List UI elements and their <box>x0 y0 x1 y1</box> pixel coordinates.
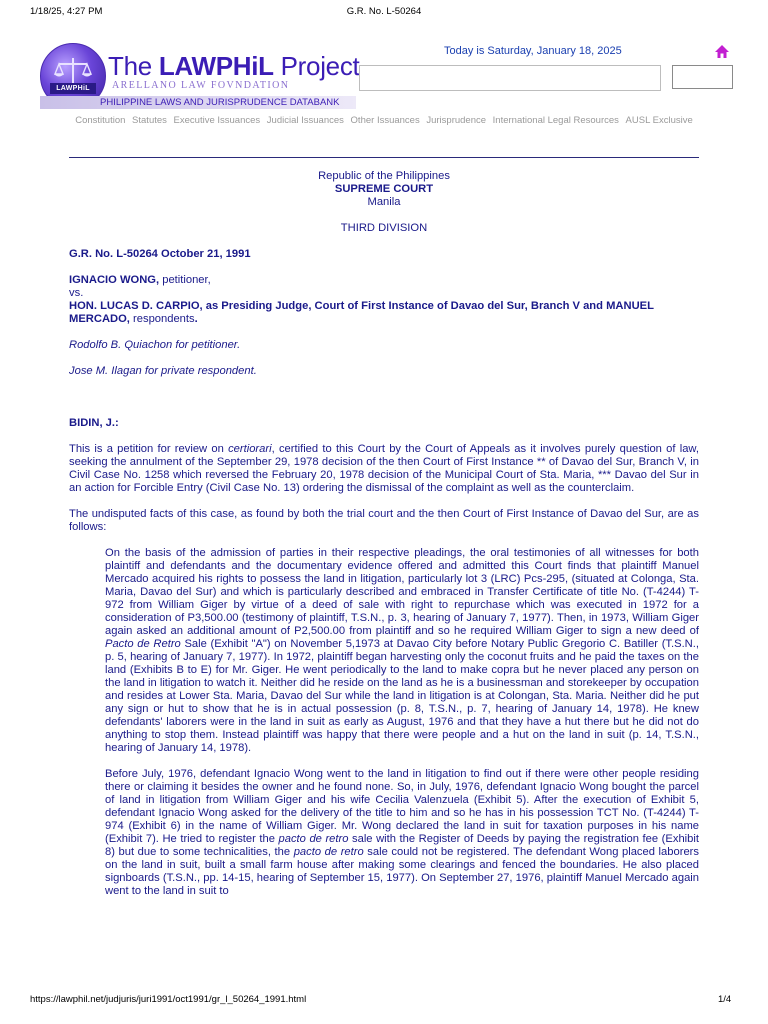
main-nav <box>0 115 768 126</box>
respondents-role: respondents <box>129 313 195 325</box>
home-icon[interactable] <box>714 44 730 60</box>
counsel-respondent: Jose M. Ilagan for private respondent. <box>69 365 257 377</box>
header-divider <box>69 157 699 158</box>
site-brand[interactable] <box>108 51 359 82</box>
q2-emphasis-2: pacto de retro <box>293 846 364 858</box>
q2-text-c: sale could not be registered. The defendant Wong placed laborers on the land in suit, built a small farm house after making some clearings and fenced the boundaries. He also placed signboards (T.S.N., pp. 14-15, hearing of September 15, 1977). On September 27, 1976, plaintiff Manuel Mercado again went to the land in suit to <box>105 846 699 897</box>
petitioner-name: IGNACIO WONG, <box>69 274 160 286</box>
nav-other-issuances[interactable]: Other Issuances <box>350 115 420 126</box>
respondents-names: HON. LUCAS D. CARPIO, as Presiding Judge, Court of First Instance of Davao del Sur, Branch V and MANUEL MERCADO, <box>69 300 654 325</box>
paragraph-2: The undisputed facts of this case, as found by both the trial court and the then Court of First Instance of Davao del Sur, are as follows: <box>69 508 699 533</box>
search-button[interactable] <box>672 65 733 89</box>
databank-label: PHILIPPINE LAWS AND JURISPRUDENCE DATABANK <box>40 96 356 109</box>
quoted-paragraph-1 <box>105 547 699 755</box>
q1-text-b: Sale (Exhibit "A") on November 5,1973 at Davao City before Notary Public Gregorio C. Batiller (T.S.N., p. 5, hearing of January 7, 1977). In 1972, plaintiff began harvesting only the coconut fruits and he paid the taxes on the land (Exhibits B to E) for Mr. Giger. He went periodically to the land to make copra but he never placed any person on the land in litigation to watch it. Neither did he reside on the land as he is a businessman and storekeeper by occupation and resides at Lower Sta. Maria, Davao del Sur while the land in litigation is at Colongan, Sta. Maria. Neither did he put any sign or hut to show that he is in actual possession (p. 8, T.S.N., p. 7, hearing of January 14, 1978). He knew defendants' laborers were in the land in suit as early as August, 1976 and that they have a hut there but he did not do anything to stop them. Instead plaintiff was happy that there were people and a hut on the land in suit (p. 14, T.S.N., hearing of January 14, 1978). <box>105 638 699 754</box>
page-url[interactable]: https://lawphil.net/judjuris/juri1991/oct1991/gr_l_50264_1991.html <box>30 994 307 1005</box>
division-name: THIRD DIVISION <box>340 222 428 234</box>
respondents-end: . <box>194 313 198 325</box>
print-datetime: 1/18/25, 4:27 PM <box>30 6 103 17</box>
quoted-paragraph-2 <box>105 768 699 898</box>
p1-text-b: , certified to this Court by the Court of Appeals as it involves purely question of law, seeking the annulment of the September 29, 1978 decision of the then Court of First Instance ** of Davao del Sur, Branch V, in Civil Case No. 1258 which reversed the February 20, 1978 decision of the Municipal Court of Sta. Maria, *** Davao del Sur in an action for Forcible Entry (Civil Case No. 13) ordering the dismissal of the complaint as well as the counterclaim. <box>69 443 699 494</box>
brand-prefix: The <box>108 51 159 81</box>
nav-constitution[interactable]: Constitution <box>75 115 126 126</box>
nav-statutes[interactable]: Statutes <box>132 115 167 126</box>
respondents-line <box>69 300 699 326</box>
court-city: Manila <box>367 196 401 208</box>
paragraph-1 <box>69 443 699 495</box>
search-input[interactable] <box>359 65 661 91</box>
p1-text-a: This is a petition for review on <box>69 443 229 455</box>
q2-text-a: Before July, 1976, defendant Ignacio Wong went to the land in litigation to find out if there were other people residing there or claiming it besides the owner and he found none. So, in July, 1976, defendant Ignacio Wong bought the parcel of land in litigation from William Giger and his wife Cecilia Valenzuela (Exhibit 5). After the execution of Exhibit 5, defendant Ignacio Wong asked for the delivery of the title to him and so he has in his possession TCT No. (T-4244) T-974 (Exhibit 6) in the name of William Giger. Mr. Wong declared the land in suit for taxation purposes in his name (Exhibit 7). He tried to register the <box>105 768 699 845</box>
counsel-petitioner: Rodolfo B. Quiachon for petitioner. <box>69 339 241 351</box>
p1-emphasis: certiorari <box>228 443 272 455</box>
versus: vs. <box>69 287 84 299</box>
q2-text-b: sale with the Register of Deeds by paying the registration fee (Exhibit 8) but due to some technicalities, the <box>105 833 699 858</box>
q1-text-a: On the basis of the admission of parties in their respective pleadings, the oral testimonies of all witnesses for both plaintiff and defendants and the documentary evidence offered and admitted this Court finds that plaintiff Manuel Mercado acquired his rights to possess the land in litigation, particularly lot 3 (LRC) Pcs-295, (situated at Colonga, Sta. Maria, Davao del Sur) and which is particularly described and embraced in Transfer Certificate of title No. (T-4244) T-972 from William Giger by virtue of a deed of sale with right to repurchase which was executed in 1972 for a consideration of P3,500.00 (testimony of plaintiff, T.S.N., p. 3, hearing of January 7, 1977). Then, in 1973, William Giger again asked an additional amount of P2,500.00 from plaintiff and so he required William Giger to sign a new deed of <box>105 547 699 637</box>
nav-executive-issuances[interactable]: Executive Issuances <box>173 115 261 126</box>
print-title: G.R. No. L-50264 <box>346 6 422 17</box>
nav-international-legal-resources[interactable]: International Legal Resources <box>492 115 619 126</box>
nav-jurisprudence[interactable]: Jurisprudence <box>426 115 487 126</box>
logo-badge: LAWPHiL <box>50 83 96 94</box>
decision-document <box>69 170 699 898</box>
brand-strong: LAWPHiL <box>158 51 274 81</box>
court-name: SUPREME COURT <box>334 183 434 195</box>
print-header <box>0 0 768 22</box>
today-date: Today is Saturday, January 18, 2025 <box>444 45 622 57</box>
republic-line: Republic of the Philippines <box>318 170 450 182</box>
petitioner-role: petitioner, <box>159 274 211 286</box>
petitioner-line <box>69 274 699 287</box>
ponente: BIDIN, J.: <box>69 417 119 429</box>
page-number: 1/4 <box>718 994 732 1005</box>
brand-suffix: Project <box>273 51 360 81</box>
q1-emphasis: Pacto de Retro <box>105 638 181 650</box>
case-number: G.R. No. L-50264 October 21, 1991 <box>69 248 251 260</box>
foundation-name: ARELLANO LAW FOVNDATION <box>112 80 290 91</box>
nav-judicial-issuances[interactable]: Judicial Issuances <box>266 115 344 126</box>
q2-emphasis-1: pacto de retro <box>278 833 349 845</box>
nav-ausl-exclusive[interactable]: AUSL Exclusive <box>625 115 693 126</box>
